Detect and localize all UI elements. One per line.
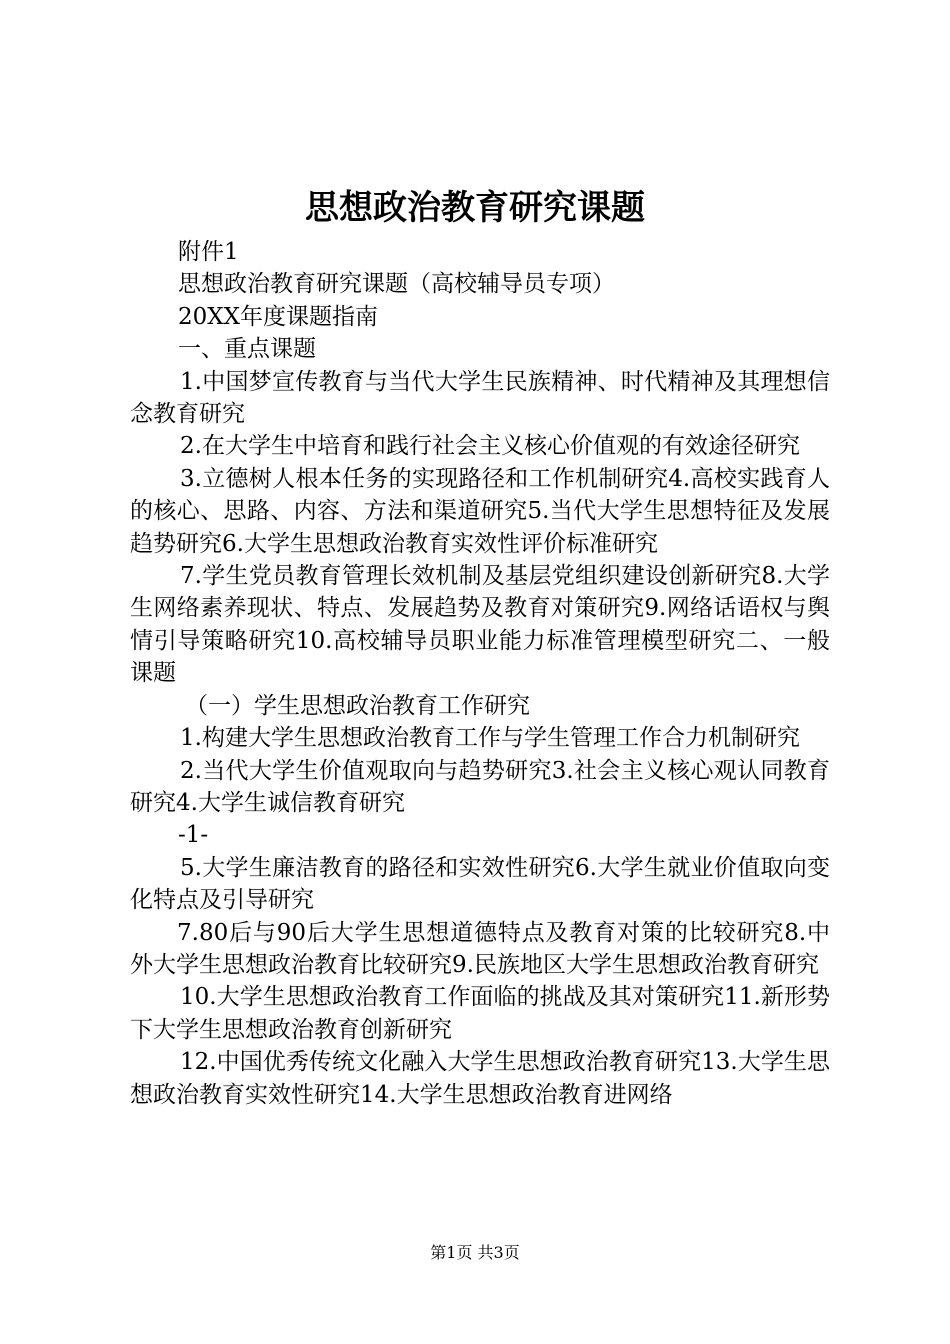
paragraph: 5.大学生廉洁教育的路径和实效性研究6.大学生就业价值取向变化特点及引导研究 [130, 854, 830, 914]
section-heading-key-topics: 一、重点课题 [178, 336, 316, 363]
paragraph: 1.中国梦宣传教育与当代大学生民族精神、时代精神及其理想信念教育研究 [130, 368, 830, 428]
document-body [130, 236, 830, 1111]
paragraph: 12.中国优秀传统文化融入大学生思想政治教育研究13.大学生思想政治教育实效性研究14.大学生思想政治教育进网络 [130, 1049, 830, 1108]
inline-page-number: -1- [178, 822, 209, 849]
paragraph: 3.立德树人根本任务的实现路径和工作机制研究4.高校实践育人的核心、思路、内容、方法和渠道研究5.当代大学生思想特征及发展趋势研究6.大学生思想政治教育实效性评价标准研究 [130, 465, 830, 557]
paragraph: 2.在大学生中培育和践行社会主义核心价值观的有效途径研究 [180, 433, 800, 460]
paragraph: 2.当代大学生价值观取向与趋势研究3.社会主义核心观认同教育研究4.大学生诚信教育研究 [130, 757, 830, 816]
attachment-label: 附件1 [178, 239, 239, 265]
paragraph: 7.80后与90后大学生思想道德特点及教育对策的比较研究8.中外大学生思想政治教育比较研究9.民族地区大学生思想政治教育研究 [130, 919, 830, 978]
guide-year-line: 20XX年度课题指南 [178, 303, 379, 330]
document-subtitle: 思想政治教育研究课题（高校辅导员专项） [178, 271, 615, 298]
page-footer: 第1页 共3页 [430, 1243, 520, 1262]
subsection-heading: （一）学生思想政治教育工作研究 [185, 692, 530, 719]
paragraph: 1.构建大学生思想政治教育工作与学生管理工作合力机制研究 [180, 725, 800, 752]
document-title: 思想政治教育研究课题 [305, 188, 645, 228]
paragraph: 7.学生党员教育管理长效机制及基层党组织建设创新研究8.大学生网络素养现状、特点、发展趋势及教育对策研究9.网络话语权与舆情引导策略研究10.高校辅导员职业能力标准管理模型研究二、一般课题 [130, 563, 830, 687]
paragraph: 10.大学生思想政治教育工作面临的挑战及其对策研究11.新形势下大学生思想政治教育创新研究 [130, 984, 830, 1043]
